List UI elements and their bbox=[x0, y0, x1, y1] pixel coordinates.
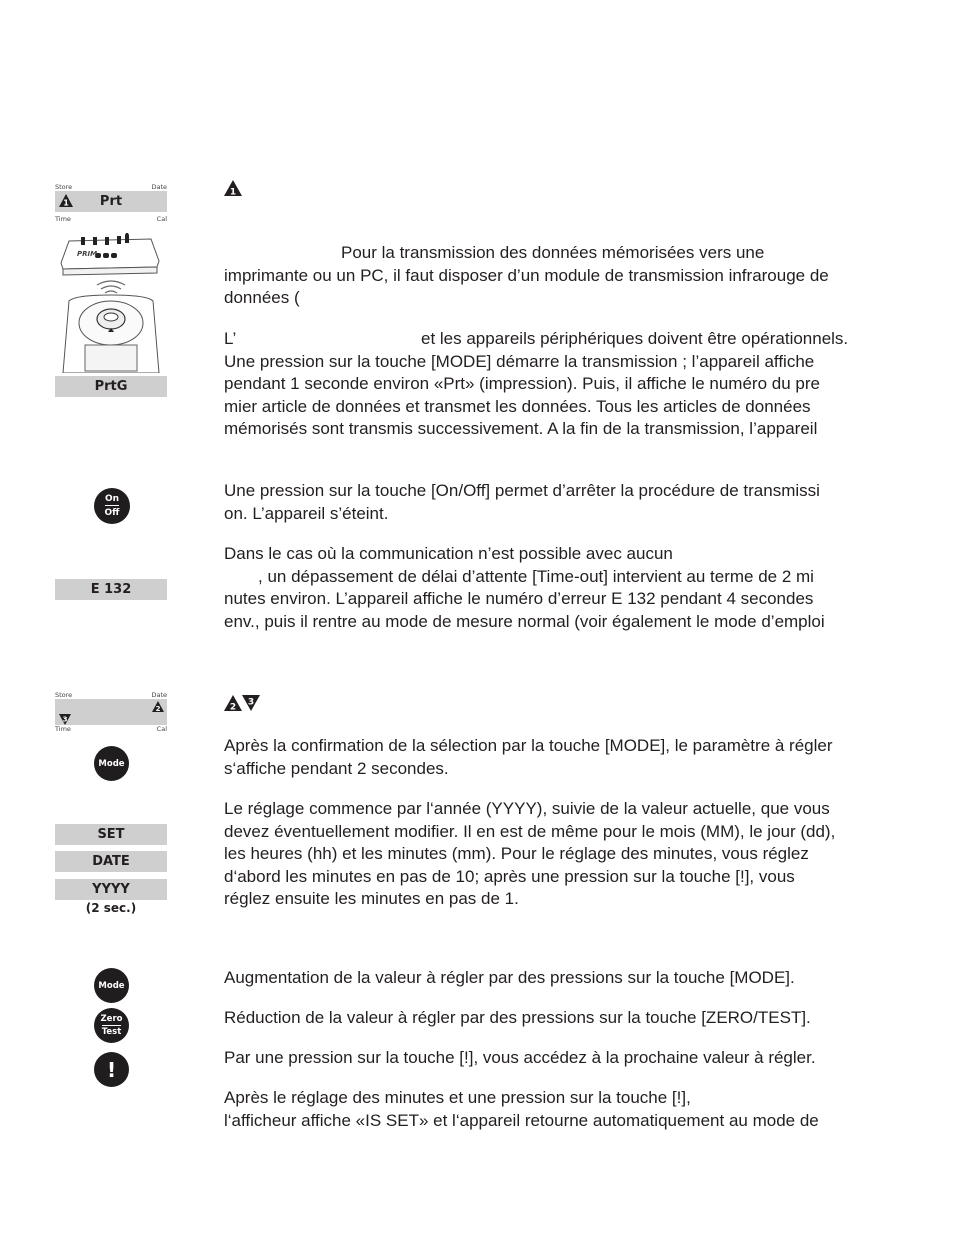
display-yyyy: YYYY bbox=[55, 879, 167, 900]
display-error: E 132 bbox=[55, 579, 167, 600]
display-date-setting bbox=[55, 691, 167, 733]
s2-para6-line1: Après le réglage des minutes et une pression sur la touche [!], bbox=[224, 1088, 691, 1107]
mode-label: Mode bbox=[98, 758, 125, 769]
on-off-button[interactable] bbox=[94, 488, 130, 524]
para1-line2: imprimante ou un PC, il faut disposer d’un module de transmission infrarouge de bbox=[224, 265, 829, 285]
display-prt bbox=[55, 183, 167, 225]
display-cal-label: Cal bbox=[156, 215, 167, 223]
display-cal-label: Cal bbox=[156, 725, 167, 733]
on-label: On bbox=[104, 493, 120, 504]
warning-2-number: 2 bbox=[229, 702, 237, 713]
para2-line4: mier article de données et transmet les données. Tous les articles de données bbox=[224, 396, 811, 416]
badge-2-text: 2 bbox=[155, 705, 161, 712]
para2-line5: mémorisés sont transmis successivement. A la fin de la transmission, l’appareil bbox=[224, 419, 818, 439]
warning-2-3-icon bbox=[224, 695, 260, 713]
para1-line3: données ( bbox=[224, 288, 300, 308]
s2-para3: Augmentation de la valeur à régler par des pressions sur la touche [MODE]. bbox=[224, 968, 795, 987]
exclamation-label: ! bbox=[106, 1057, 117, 1082]
test-label: Test bbox=[101, 1026, 122, 1037]
para4-line1: Dans le cas où la communication n’est possible avec aucun bbox=[224, 544, 673, 563]
warning-3-number: 3 bbox=[247, 697, 255, 708]
para4-line4: env., puis il rentre au mode de mesure normal (voir également le mode d’emploi bbox=[224, 611, 825, 631]
para2-line3: pendant 1 seconde environ «Prt» (impression). Puis, il affiche le numéro du pre bbox=[224, 374, 820, 394]
display-prtg: PrtG bbox=[55, 376, 167, 397]
s2-para2-line4: d‘abord les minutes en pas de 10; après une pression sur la touche [!], vous bbox=[224, 866, 795, 886]
para2-prefix: L’ bbox=[224, 329, 237, 348]
printer-brand-text: PRIM bbox=[77, 250, 98, 258]
s2-para2-line3: les heures (hh) et les minutes (mm). Pour le réglage des minutes, vous réglez bbox=[224, 844, 809, 864]
s2-para2-line2: devez éventuellement modifier. Il en est de même pour le mois (MM), le jour (dd), bbox=[224, 821, 836, 841]
s2-para5: Par une pression sur la touche [!], vous accédez à la prochaine valeur à régler. bbox=[224, 1048, 816, 1067]
s2-para4: Réduction de la valeur à régler par des pressions sur la touche [ZERO/TEST]. bbox=[224, 1008, 811, 1027]
s2-para1-line1: Après la confirmation de la sélection par la touche [MODE], le paramètre à régler bbox=[224, 736, 833, 755]
printer-instrument-illustration bbox=[55, 233, 167, 373]
display-set: SET bbox=[55, 824, 167, 845]
warning-1-number: 1 bbox=[229, 187, 237, 196]
s2-para1-line2: s‘affiche pendant 2 secondes. bbox=[224, 758, 449, 778]
display-value: Prt bbox=[99, 194, 123, 209]
mode-button-2[interactable] bbox=[94, 968, 129, 1003]
exclamation-button[interactable] bbox=[94, 1052, 129, 1087]
s2-para2-line1: Le réglage commence par l‘année (YYYY), suivie de la valeur actuelle, que vous bbox=[224, 799, 830, 818]
badge-text: 1 bbox=[63, 198, 69, 207]
display-bar bbox=[55, 699, 167, 725]
s2-para6 bbox=[224, 1087, 819, 1132]
display-store-label: Store bbox=[55, 691, 73, 699]
s2-para2-line5: réglez ensuite les minutes en pas de 1. bbox=[224, 889, 519, 909]
display-bar bbox=[55, 191, 167, 212]
para1-line1: Pour la transmission des données mémorisées vers une bbox=[341, 243, 765, 262]
warning-1-icon bbox=[224, 180, 242, 196]
display-date: DATE bbox=[55, 851, 167, 872]
zero-label: Zero bbox=[100, 1013, 123, 1024]
display-date-label: Date bbox=[151, 691, 167, 699]
display-time-label: Time bbox=[55, 215, 71, 223]
para3 bbox=[224, 480, 820, 525]
warning-badge-icon bbox=[59, 194, 73, 207]
display-time-label: Time bbox=[55, 725, 71, 733]
para3-line2: on. L’appareil s’éteint. bbox=[224, 503, 389, 523]
badge-2-icon bbox=[152, 701, 164, 712]
badge-3-text: 3 bbox=[62, 715, 68, 724]
para4-line3: nutes environ. L’appareil affiche le numéro d’erreur E 132 pendant 4 secondes bbox=[224, 589, 814, 609]
s2-para6-line2: l‘afficheur affiche «IS SET» et l‘appareil retourne automatiquement au mode de bbox=[224, 1110, 819, 1130]
two-seconds-note: (2 sec.) bbox=[85, 901, 137, 915]
badge-3-icon bbox=[59, 714, 71, 725]
off-label: Off bbox=[105, 505, 120, 519]
zero-test-button[interactable] bbox=[94, 1008, 129, 1043]
mode-label-2: Mode bbox=[98, 980, 125, 991]
s2-para2 bbox=[224, 798, 835, 911]
para2-line1: et les appareils périphériques doivent être opérationnels. bbox=[421, 329, 849, 348]
mode-button[interactable] bbox=[94, 746, 129, 781]
para4-line2: , un dépassement de délai d’attente [Time-out] intervient au terme de 2 mi bbox=[258, 566, 814, 586]
para2-line2: Une pression sur la touche [MODE] démarre la transmission ; l’appareil affiche bbox=[224, 351, 815, 371]
s2-para1 bbox=[224, 735, 833, 780]
display-date-label: Date bbox=[151, 183, 167, 191]
display-store-label: Store bbox=[55, 183, 73, 191]
para3-line1: Une pression sur la touche [On/Off] permet d’arrêter la procédure de transmissi bbox=[224, 481, 820, 500]
